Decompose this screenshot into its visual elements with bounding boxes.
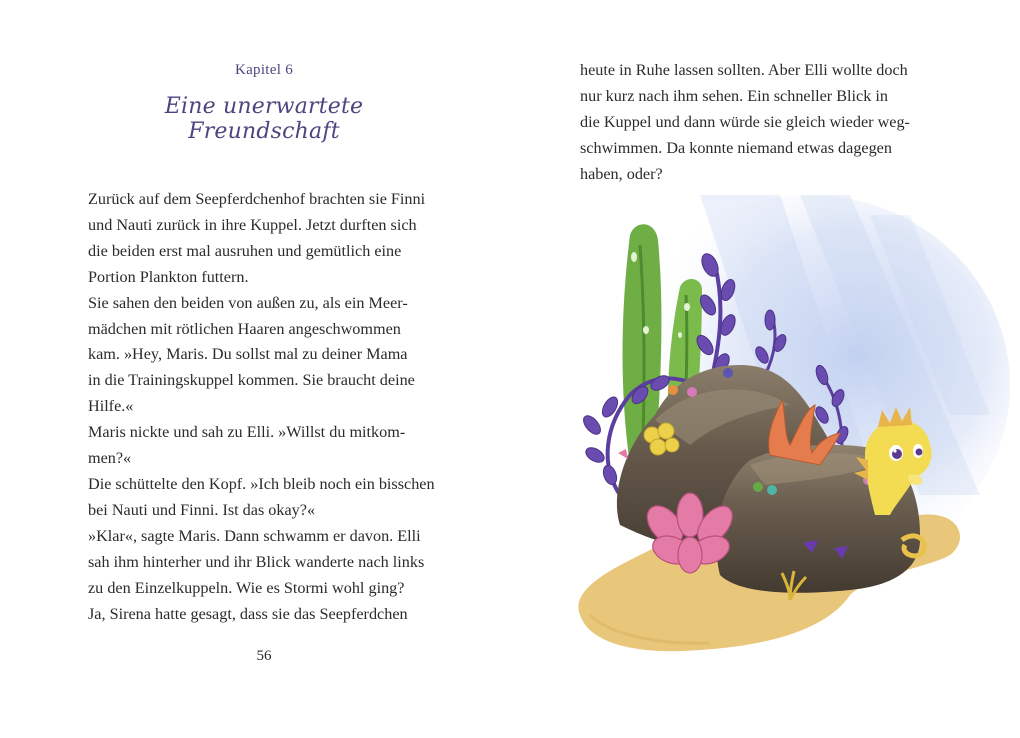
chapter-label: Kapitel 6: [234, 62, 294, 78]
text-line: men?«: [88, 449, 132, 468]
text-line: Maris nickte und sah zu Elli. »Willst du mitkom-: [88, 423, 406, 442]
text-line: schwimmen. Da konnte niemand etwas dagegen: [580, 138, 892, 157]
text-line: Ja, Sirena hatte gesagt, dass sie das Seepferdchen: [88, 604, 408, 623]
text-line: in die Trainingskuppel kommen. Sie braucht deine: [88, 371, 415, 390]
text-line: bei Nauti und Finni. Ist das okay?«: [88, 500, 316, 519]
text-line: sah ihm hinterher und ihr Blick wanderte nach links: [88, 552, 425, 571]
text-line: zu den Einzelkuppeln. Wie es Stormi wohl ging?: [88, 578, 405, 597]
text-line: Hilfe.«: [88, 397, 134, 416]
chapter-title: Eine unerwartete Freundschaft: [164, 94, 364, 144]
text-line: die Kuppel und dann würde sie gleich wieder weg-: [580, 112, 910, 131]
text-line: Zurück auf dem Seepferdchenhof brachten sie Finni: [88, 190, 426, 208]
text-line: Die schüttelte den Kopf. »Ich bleib noch ein bisschen: [88, 474, 435, 493]
right-page: [510, 0, 1020, 738]
text-line: Portion Plankton futtern.: [88, 267, 249, 286]
underwater-illustration: [550, 195, 1010, 675]
text-line: haben, oder?: [580, 164, 663, 183]
text-line: »Klar«, sagte Maris. Dann schwamm er davon. Elli: [88, 526, 421, 545]
text-line: Sie sahen den beiden von außen zu, als ein Meer-: [88, 293, 408, 312]
text-line: heute in Ruhe lassen sollten. Aber Elli wollte doch: [580, 61, 908, 79]
right-body-text: [580, 58, 920, 188]
text-line: kam. »Hey, Maris. Du sollst mal zu deiner Mama: [88, 345, 408, 364]
left-body-text: [88, 187, 440, 627]
text-line: mädchen mit rötlichen Haaren angeschwommen: [88, 319, 401, 338]
text-line: die beiden erst mal ausruhen und gemütlich eine: [88, 241, 402, 260]
text-line: nur kurz nach ihm sehen. Ein schneller Blick in: [580, 86, 888, 105]
text-line: und Nauti zurück in ihre Kuppel. Jetzt durften sich: [88, 215, 417, 234]
page-number: 56: [256, 648, 272, 664]
